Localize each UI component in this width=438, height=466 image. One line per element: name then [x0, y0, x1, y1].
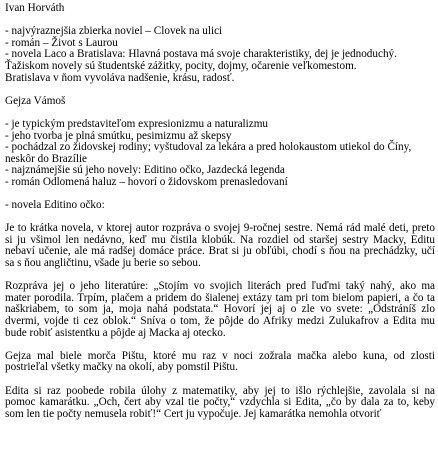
text-line: mater porodila. Trpím, plačem a pridem do šialenej extázy tam pri tom bielom papieri, a čo ta: [5, 292, 435, 304]
text-line: Gejza Vámoš: [5, 94, 66, 107]
text-line: nebaví učenie, ale má radšej domáce práce. Brat si ju obľúbi, chodí s ňou na prechádzky, učí: [5, 246, 435, 258]
text-line: som len tie počty nemusela robiť!“ Čert ju vypočuje. Jej kamarátka nemohla otvoriť: [5, 408, 382, 420]
paragraph-spacer: [5, 374, 435, 386]
text-paragraph: [5, 281, 435, 339]
text-line: - jeho tvorba je plná smútku, pesimizmu až skepsy: [5, 129, 232, 142]
text-line: Je to krátka novela, v ktorej autor rozpráva o svojej 9-ročnej sestre. Nemá rád malé deti, preto: [5, 223, 435, 235]
text-line: dvermi, vojde ti cez oblok.“ Sníva o tom, že pôjde do Afriky medzi Zulukafrov a Edita mu: [5, 316, 435, 328]
text-line: - najvýraznejšia zbierka noviel – Clovek na ulici: [5, 25, 223, 38]
text-paragraph: [5, 26, 435, 84]
text-line: Ivan Horváth: [5, 2, 65, 14]
paragraph-spacer: [5, 270, 435, 282]
document-page: [5, 3, 435, 420]
text-line: - novela Editino očko:: [5, 199, 105, 212]
text-line: naškriabem, to som ja, moja nahá podstata.“ Hovorí jej aj o zle vo svete: „Odstráníš zlo: [5, 304, 435, 316]
paragraph-spacer: [5, 84, 435, 96]
text-line: sa s ňou angličtinu, všade ju berie so sebou.: [5, 258, 201, 270]
text-paragraph: [5, 386, 435, 421]
text-line: - najznámejšie sú jeho novely: Editino očko, Jazdecká legenda: [5, 164, 285, 177]
text-line: neskôr do Brazílie: [5, 152, 88, 165]
text-paragraph: [5, 200, 435, 212]
text-line: - novela Laco a Bratislava: Hlavná postava má svoje charakteristiky, dej je jednoduchý.: [5, 48, 397, 61]
text-line: - román – Život s Laurou: [5, 36, 118, 49]
text-line: postrieľal všetky mačky na okolí, aby pomstil Pištu.: [5, 362, 238, 374]
text-paragraph: [5, 96, 435, 108]
text-line: - je typickým predstaviteľom expresionizmu a naturalizmu: [5, 117, 269, 130]
paragraph-spacer: [5, 339, 435, 351]
text-line: - pochádzal zo židovskej rodiny; vyštudoval za lekára a pred holokaustom utiekol do Číny,: [5, 141, 412, 154]
text-line: Bratislava v ňom vyvoláva nadšenie, krásu, radosť.: [5, 71, 235, 84]
text-line: Edita si raz poobede robila úlohy z matematiky, aby jej to išlo rýchlejšie, zavolala si na: [5, 385, 435, 397]
paragraph-spacer: [5, 212, 435, 224]
text-paragraph: [5, 3, 435, 15]
text-line: pomoc kamarátku. „Och, čert aby vzal tie počty,“ vzdychla si Edita, „čo by dala za to, keby: [5, 397, 435, 409]
text-paragraph: [5, 223, 435, 269]
text-line: Rozpráva jej o jeho literatúre: „Stojím vo svojich literách pred ľuďmi taký nahý, ako ma: [5, 281, 435, 293]
text-line: bude robiť asistentku a pôjde aj Macka aj otecko.: [5, 327, 226, 339]
text-line: si ju všimol len nedávno, keď mu čistila klobúk. Na rozdiel od staršej sestry Macky, Editu: [5, 234, 435, 246]
text-paragraph: [5, 119, 435, 189]
text-line: Ťažiskom novely sú študentské zážitky, pocity, dojmy, očarenie veľkomestom.: [5, 59, 357, 72]
text-line: - román Odlomená haluz – hovorí o židovskom prenasledovaní: [5, 175, 288, 188]
text-paragraph: [5, 351, 435, 374]
text-line: Gejza mal biele morča Pištu, ktoré mu raz v noci zožrala mačka alebo kuna, od zlosti: [5, 350, 435, 362]
